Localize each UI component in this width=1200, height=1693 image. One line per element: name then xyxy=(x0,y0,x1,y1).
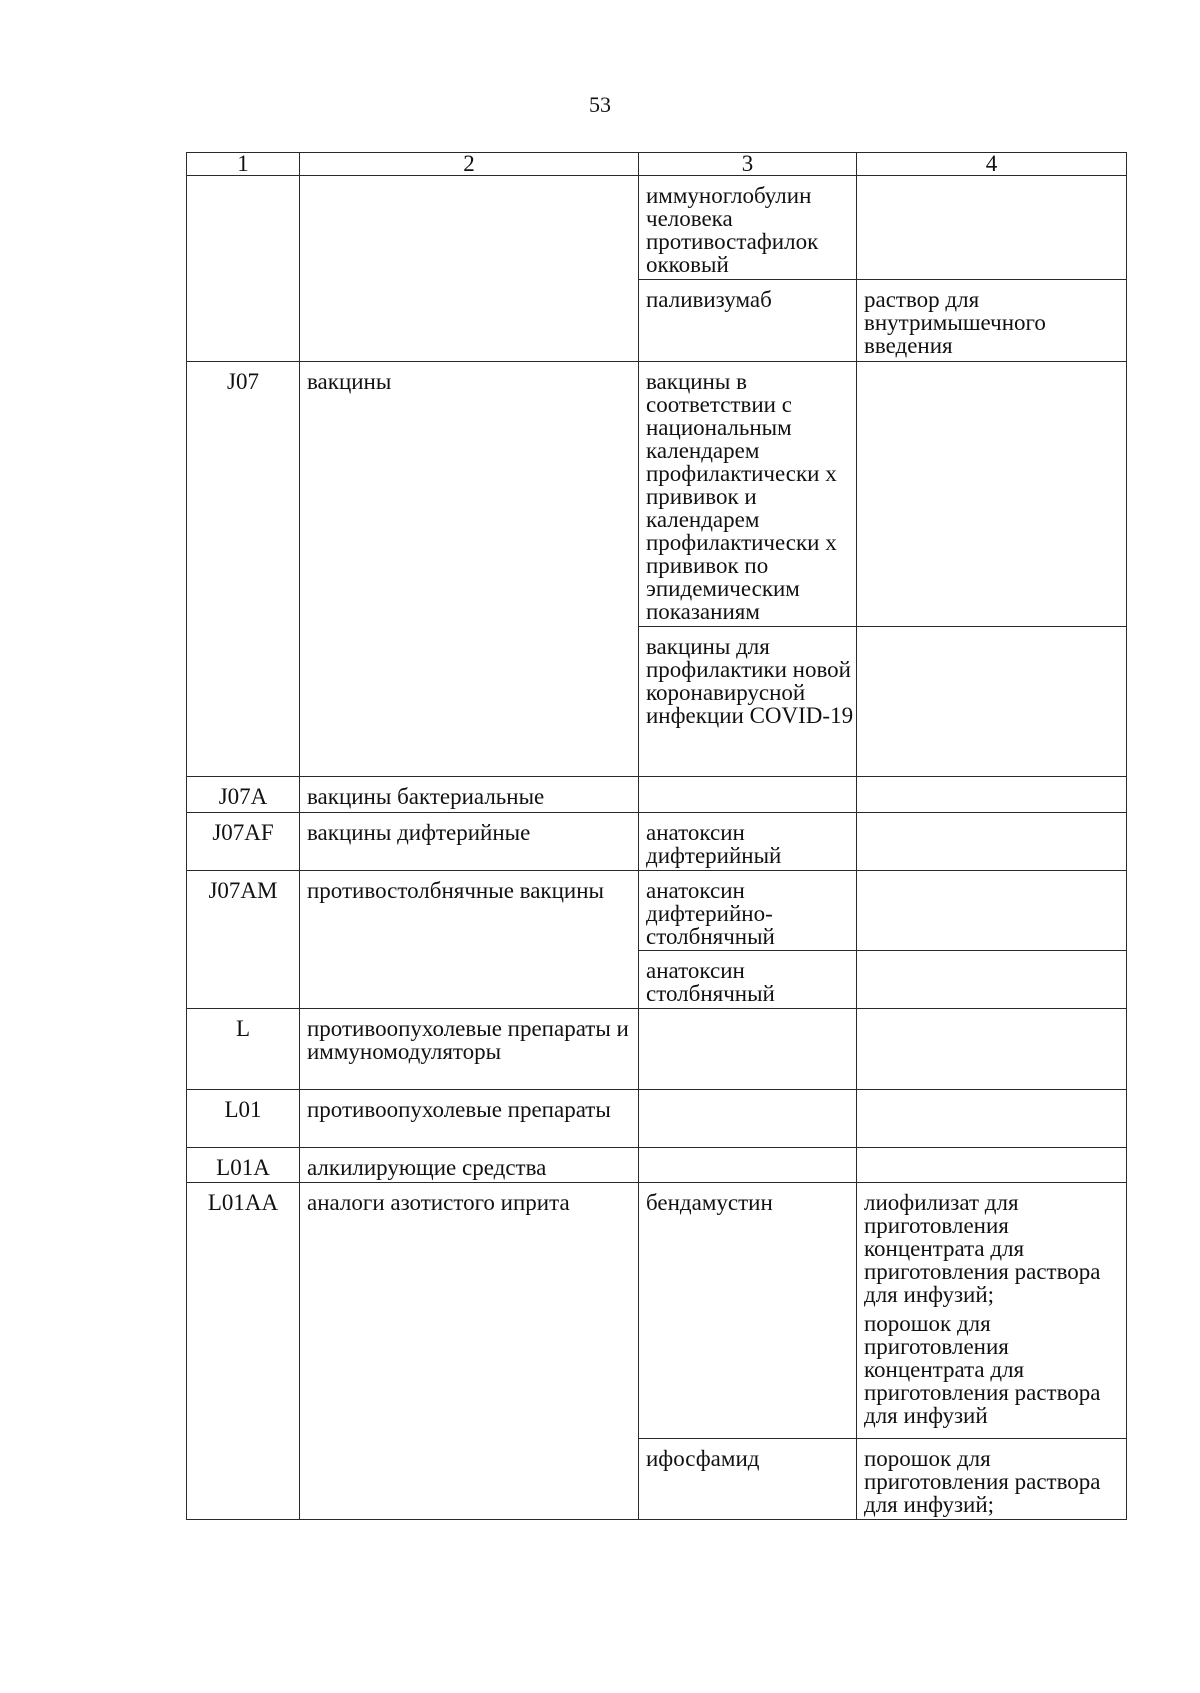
medicines-table xyxy=(186,152,1127,1520)
form-cell xyxy=(857,777,1127,813)
drug-cell: анатоксин дифтерийно-столбнячный xyxy=(639,871,857,951)
form-cell xyxy=(857,1148,1127,1183)
drug-cell: паливизумаб xyxy=(639,280,857,362)
group-name: вакцины бактериальные xyxy=(300,777,639,813)
atc-code: L01A xyxy=(187,1148,300,1183)
drug-cell: вакцины для профилактики новой коронавирусной инфекции COVID-19 xyxy=(639,627,857,777)
atc-code: L01 xyxy=(187,1090,300,1148)
column-header-3: 3 xyxy=(639,153,857,176)
drug-cell: иммуноглобулин человека противостафилок окковый xyxy=(639,176,857,280)
table-row xyxy=(187,1148,1127,1183)
atc-code: J07AF xyxy=(187,813,300,871)
table-row xyxy=(187,813,1127,871)
group-name: вакцины дифтерийные xyxy=(300,813,639,871)
table-row xyxy=(187,362,1127,627)
drug-cell: анатоксин дифтерийный xyxy=(639,813,857,871)
table-row xyxy=(187,777,1127,813)
atc-code: J07 xyxy=(187,362,300,777)
form-cell xyxy=(857,362,1127,627)
atc-code: J07A xyxy=(187,777,300,813)
group-name: противоопухолевые препараты xyxy=(300,1090,639,1148)
table-row xyxy=(187,871,1127,951)
form-cell xyxy=(857,951,1127,1009)
column-header-4: 4 xyxy=(857,153,1127,176)
drug-cell: бендамустин xyxy=(639,1183,857,1439)
group-cell xyxy=(300,176,639,362)
form-cell: раствор для внутримышечного введения xyxy=(857,280,1127,362)
table-header-row xyxy=(187,153,1127,176)
group-name: противостолбнячные вакцины xyxy=(300,871,639,1009)
drug-cell xyxy=(639,777,857,813)
drug-cell xyxy=(639,1148,857,1183)
form-cell: порошок для приготовления раствора для инфузий; xyxy=(857,1439,1127,1520)
dosage-form: порошок для приготовления концентрата для приготовления раствора для инфузий xyxy=(864,1311,1101,1428)
atc-code: J07AM xyxy=(187,871,300,1009)
table-row xyxy=(187,1009,1127,1090)
form-cell xyxy=(857,627,1127,777)
drug-cell: анатоксин столбнячный xyxy=(639,951,857,1009)
form-cell xyxy=(857,813,1127,871)
atc-code: L xyxy=(187,1009,300,1090)
drug-cell: вакцины в соответствии с национальным календарем профилактически х прививок и календарем профилактически х прививок по эпидемическим показаниям xyxy=(639,362,857,627)
form-cell xyxy=(857,1183,1127,1439)
page-number: 53 xyxy=(589,92,611,117)
table-row xyxy=(187,176,1127,280)
form-cell xyxy=(857,1090,1127,1148)
column-header-1: 1 xyxy=(187,153,300,176)
group-name: вакцины xyxy=(300,362,639,777)
drug-cell xyxy=(639,1009,857,1090)
atc-code: L01AA xyxy=(187,1183,300,1520)
form-cell xyxy=(857,1009,1127,1090)
table-row xyxy=(187,1090,1127,1148)
column-header-2: 2 xyxy=(300,153,639,176)
group-name: противоопухолевые препараты и иммуномодуляторы xyxy=(300,1009,639,1090)
dosage-form: лиофилизат для приготовления концентрата для приготовления раствора для инфузий; xyxy=(864,1190,1101,1307)
table-row xyxy=(187,1183,1127,1439)
group-name: алкилирующие средства xyxy=(300,1148,639,1183)
drug-cell xyxy=(639,1090,857,1148)
form-cell xyxy=(857,176,1127,280)
code-cell xyxy=(187,176,300,362)
form-cell xyxy=(857,871,1127,951)
drug-cell: ифосфамид xyxy=(639,1439,857,1520)
group-name: аналоги азотистого иприта xyxy=(300,1183,639,1520)
